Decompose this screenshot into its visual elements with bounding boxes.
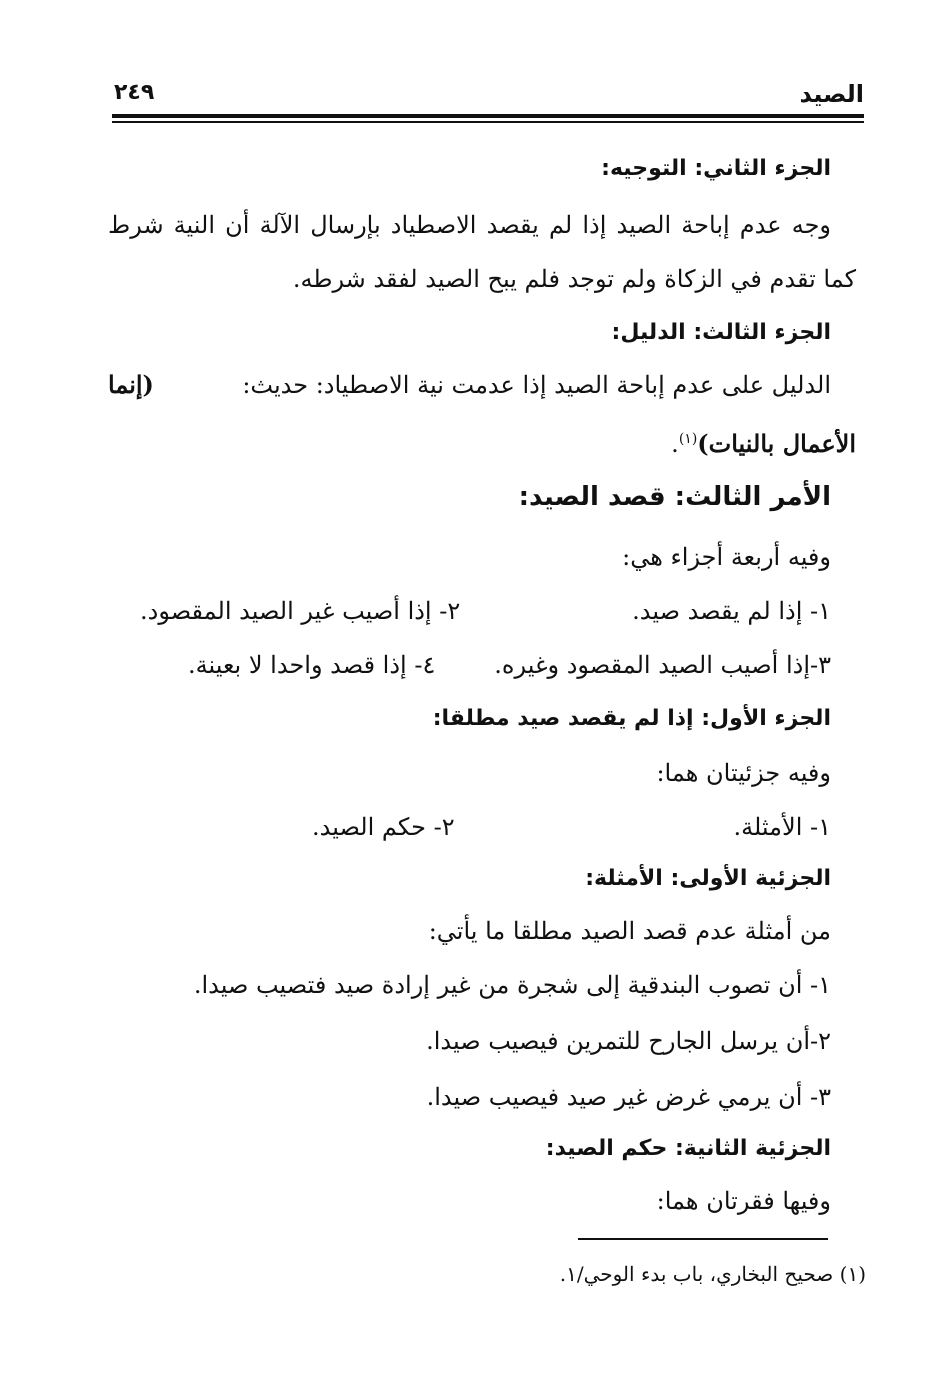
header-rule-thin (112, 121, 864, 123)
hadith-end: الأعمال بالنيات) (697, 429, 856, 458)
footnote-ref: (١) (678, 431, 698, 447)
paragraph-line: من أمثلة عدم قصد الصيد مطلقا ما يأتي: (428, 917, 831, 945)
header-rule-thick (112, 114, 864, 118)
heading-part-three: الجزء الثالث: الدليل: (611, 320, 831, 345)
footnote: (١) صحيح البخاري، باب بدء الوحي/١. (559, 1262, 866, 1286)
example-item: ٣- أن يرمي غرض غير صيد فيصيب صيدا. (426, 1083, 831, 1111)
page-number: ٢٤٩ (114, 80, 155, 105)
paragraph-line: وفيه أربعة أجزاء هي: (622, 543, 831, 571)
list-item: ٣-إذا أصيب الصيد المقصود وغيره. (494, 651, 831, 679)
list-item: ٢- إذا أصيب غير الصيد المقصود. (140, 597, 461, 625)
evidence-text: الدليل على عدم إباحة الصيد إذا عدمت نية الاصطياد: حديث: (242, 371, 831, 399)
paragraph-line: كما تقدم في الزكاة ولم توجد فلم يبح الصيد لفقد شرطه. (292, 265, 856, 293)
hadith-start: (إنما (108, 370, 154, 399)
heading-third-matter: الأمر الثالث: قصد الصيد: (518, 482, 831, 512)
paragraph-line: وفيها فقرتان هما: (656, 1187, 831, 1215)
heading-second-subpart: الجزئية الثانية: حكم الصيد: (545, 1136, 831, 1161)
footnote-separator (578, 1238, 828, 1240)
paragraph-line (100, 422, 856, 461)
list-item: ١- إذا لم يقصد صيد. (632, 597, 831, 625)
sentence-end: . (671, 430, 679, 458)
list-item: ٤- إذا قصد واحدا لا بعينة. (188, 651, 436, 679)
example-item: ١- أن تصوب البندقية إلى شجرة من غير إرادة صيد فتصيب صيدا. (193, 971, 831, 999)
paragraph-line (108, 368, 831, 402)
heading-first-subpart: الجزئية الأولى: الأمثلة: (585, 866, 831, 891)
running-title: الصيد (799, 80, 864, 108)
list-item: ٢- حكم الصيد. (312, 813, 455, 841)
heading-part-two: الجزء الثاني: التوجيه: (601, 156, 831, 181)
paragraph-line: وفيه جزئيتان هما: (656, 759, 831, 787)
page-header (112, 80, 864, 114)
paragraph-line: وجه عدم إباحة الصيد إذا لم يقصد الاصطياد بإرسال الآلة أن النية شرط (108, 211, 831, 239)
example-item: ٢-أن يرسل الجارح للتمرين فيصيب صيدا. (426, 1027, 831, 1055)
heading-part-one: الجزء الأول: إذا لم يقصد صيد مطلقا: (432, 706, 831, 731)
list-item: ١- الأمثلة. (733, 813, 831, 841)
